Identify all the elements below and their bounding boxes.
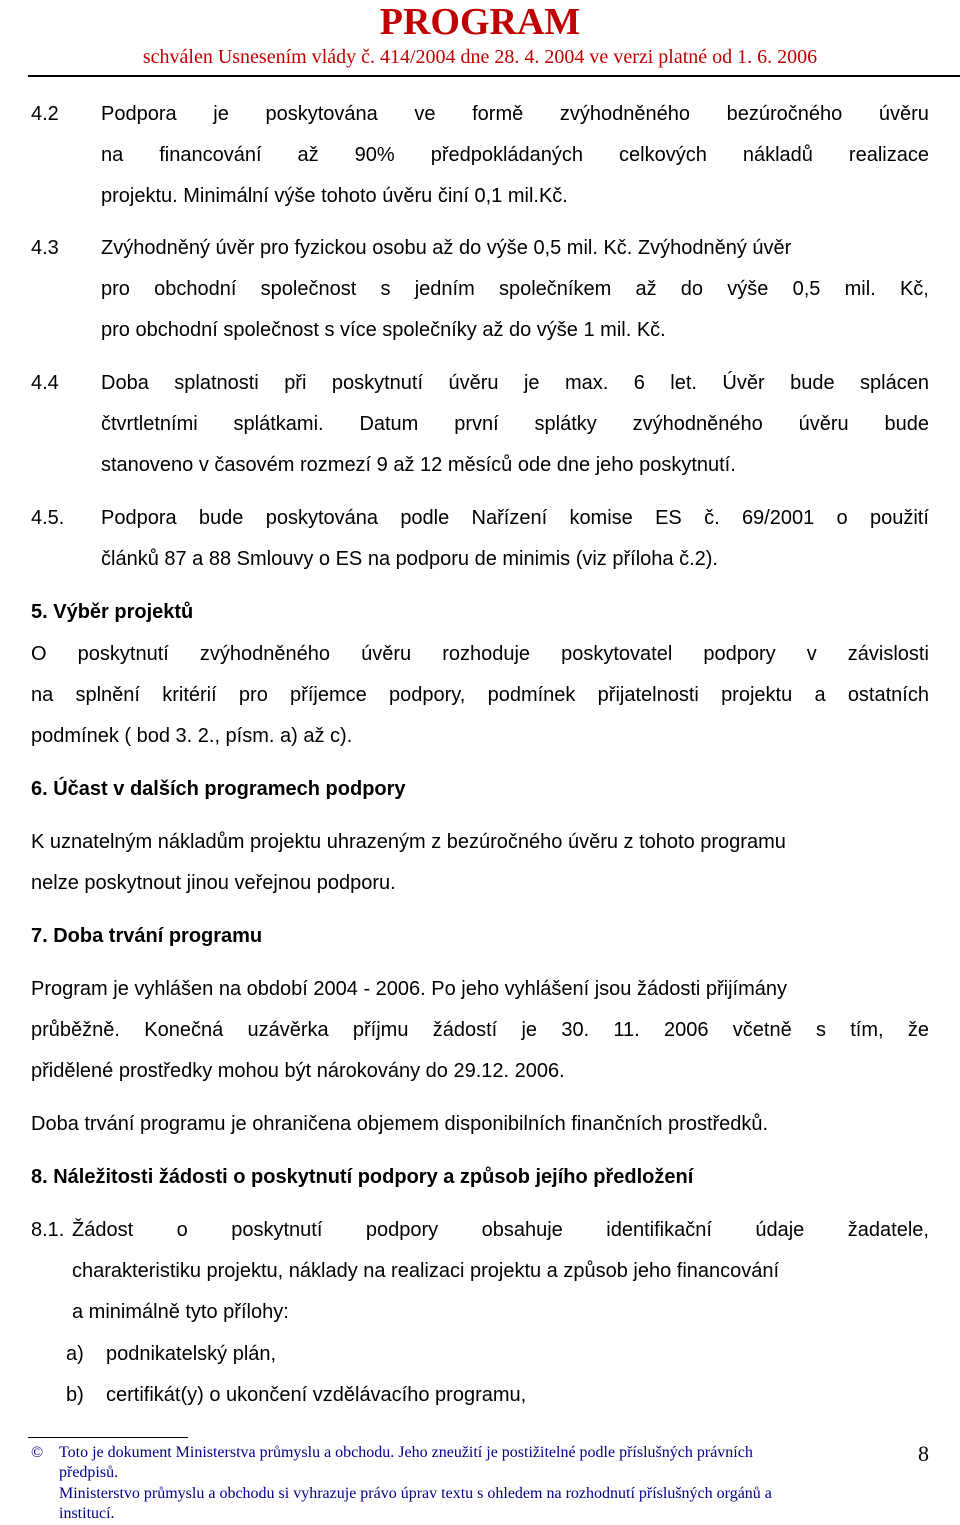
word: s (815, 1019, 826, 1041)
word: společníkem (498, 278, 612, 300)
word: splácen (860, 372, 929, 394)
word: splatnosti (174, 372, 259, 394)
word: je (523, 372, 540, 394)
word: přijatelnosti (597, 684, 699, 706)
word: financování (159, 144, 262, 166)
header-divider (28, 75, 960, 77)
word: formě (472, 103, 524, 125)
word: splnění (75, 684, 140, 706)
word: Doba (101, 372, 149, 394)
word: uzávěrka (247, 1019, 329, 1041)
word: pro (238, 684, 268, 706)
word: bude (790, 372, 835, 394)
word: Nařízení (471, 507, 548, 529)
copyright-symbol: © (31, 1444, 44, 1461)
word: při (284, 372, 307, 394)
word: společnost (260, 278, 357, 300)
word: až (297, 144, 319, 166)
paragraph-number: 4.5. (31, 507, 65, 529)
section-heading: 8. Náležitosti žádosti o poskytnutí podpory a způsob jejího předložení (31, 1166, 694, 1188)
word: poskytována (265, 103, 378, 125)
word: tím, (850, 1019, 884, 1041)
word: o (836, 507, 848, 529)
word: o (176, 1219, 188, 1241)
text-line: Zvýhodněný úvěr pro fyzickou osobu až do výše 0,5 mil. Kč. Zvýhodněný úvěr (101, 237, 792, 259)
word: poskytována (265, 507, 379, 529)
word: podpory, (388, 684, 466, 706)
word: komise (569, 507, 633, 529)
text-line (31, 1016, 929, 1044)
word: ES (655, 507, 682, 529)
word: jedním (414, 278, 475, 300)
word: podmínek (487, 684, 576, 706)
list-marker: b) (66, 1384, 84, 1406)
paragraph-number: 4.4 (31, 372, 59, 394)
paragraph-number: 4.2 (31, 103, 59, 125)
word: příjemce (290, 684, 367, 706)
word: 69/2001 (741, 507, 815, 529)
word: v (806, 643, 817, 665)
word: poskytnutí (77, 643, 169, 665)
word: ostatních (847, 684, 929, 706)
word: až (635, 278, 657, 300)
word: mil. (844, 278, 876, 300)
word: Konečná (144, 1019, 224, 1041)
list-item: podnikatelský plán, (106, 1343, 277, 1365)
footer-divider (28, 1437, 188, 1438)
word: na (101, 144, 124, 166)
word: použití (869, 507, 929, 529)
word: poskytnutí (231, 1219, 323, 1241)
page-number: 8 (918, 1441, 929, 1466)
word: pro (101, 278, 130, 300)
text-line (101, 504, 929, 532)
word: bude (198, 507, 244, 529)
word: na (31, 684, 54, 706)
footer-line: Ministerstvo průmyslu a obchodu si vyhrazuje právo úprav textu s ohledem na rozhodnutí příslušných orgánů a (59, 1485, 772, 1502)
word: projektu (721, 684, 793, 706)
word: 6 (633, 372, 645, 394)
section-heading: 6. Účast v dalších programech podpory (31, 778, 406, 800)
section-heading: 5. Výběr projektů (31, 601, 194, 623)
footer-line: Toto je dokument Ministerstva průmyslu a obchodu. Jeho zneužití je postižitelné podle příslušných právních (59, 1444, 753, 1461)
text-line: projektu. Minimální výše tohoto úvěru činí 0,1 mil.Kč. (101, 185, 568, 207)
text-line: charakteristiku projektu, náklady na realizaci projektu a způsob jeho financování (72, 1260, 780, 1282)
word: Datum (359, 413, 419, 435)
word: bezúročného (726, 103, 843, 125)
text-line: K uznatelným nákladům projektu uhrazeným z bezúročného úvěru z tohoto programu (31, 831, 786, 853)
word: předpokládaných (430, 144, 584, 166)
word: O (31, 643, 47, 665)
word: let. (670, 372, 697, 394)
word: žadatele, (847, 1219, 929, 1241)
text-line: přidělené prostředky mohou být nárokovány do 29.12. 2006. (31, 1060, 565, 1082)
word: Žádost (72, 1219, 134, 1241)
word: zvýhodněného (632, 413, 763, 435)
word: obsahuje (481, 1219, 563, 1241)
word: že (907, 1019, 929, 1041)
word: první (454, 413, 499, 435)
word: identifikační (606, 1219, 712, 1241)
paragraph-number: 4.3 (31, 237, 59, 259)
program-title: PROGRAM (379, 1, 581, 43)
word: poskytovatel (561, 643, 673, 665)
word: podle (400, 507, 450, 529)
text-line (31, 681, 929, 709)
footer-line: institucí. (59, 1505, 115, 1522)
text-line: a minimálně tyto přílohy: (72, 1301, 289, 1323)
text-line: článků 87 a 88 Smlouvy o ES na podporu de minimis (viz příloha č.2). (101, 548, 718, 570)
word: kritérií (162, 684, 217, 706)
word: žádostí (432, 1019, 498, 1041)
word: celkových (619, 144, 707, 166)
word: 90% (354, 144, 395, 166)
word: Podpora (101, 103, 177, 125)
word: 2006 (664, 1019, 709, 1041)
word: max. (564, 372, 609, 394)
word: zvýhodněného (199, 643, 330, 665)
word: splátkami. (233, 413, 324, 435)
word: úvěru (448, 372, 499, 394)
word: rozhoduje (442, 643, 531, 665)
text-line (101, 410, 929, 438)
word: realizace (848, 144, 929, 166)
word: 30. (561, 1019, 590, 1041)
word: Podpora (101, 507, 177, 529)
word: závislosti (847, 643, 929, 665)
list-marker: a) (66, 1343, 84, 1365)
word: zvýhodněného (559, 103, 690, 125)
word: č. (704, 507, 720, 529)
text-line: Doba trvání programu je ohraničena objemem disponibilních finančních prostředků. (31, 1113, 769, 1135)
text-line (31, 640, 929, 668)
word: čtvrtletními (101, 413, 198, 435)
word: příjmu (352, 1019, 409, 1041)
word: 0,5 (792, 278, 821, 300)
text-line: stanoveno v časovém rozmezí 9 až 12 měsíců ode dne jeho poskytnutí. (101, 454, 736, 476)
word: podpory (365, 1219, 439, 1241)
word: do (680, 278, 704, 300)
paragraph-number: 8.1. (31, 1219, 65, 1241)
word: výše (727, 278, 769, 300)
word: průběžně. (31, 1019, 120, 1041)
word: Úvěr (722, 372, 765, 394)
text-line (101, 100, 929, 128)
word: poskytnutí (331, 372, 424, 394)
word: 11. (613, 1019, 640, 1041)
text-line: Program je vyhlášen na období 2004 - 2006. Po jeho vyhlášení jsou žádosti přijímány (31, 978, 788, 1000)
word: Kč, (899, 278, 929, 300)
word: úvěru (878, 103, 929, 125)
word: nákladů (742, 144, 813, 166)
word: je (213, 103, 229, 125)
word: úvěru (798, 413, 849, 435)
word: údaje (755, 1219, 805, 1241)
text-line (101, 141, 929, 169)
word: bude (884, 413, 929, 435)
text-line: pro obchodní společnost s více společníky až do výše 1 mil. Kč. (101, 319, 666, 341)
word: splátky (534, 413, 597, 435)
text-line: podmínek ( bod 3. 2., písm. a) až c). (31, 725, 353, 747)
program-subtitle: schválen Usnesením vlády č. 414/2004 dne 28. 4. 2004 ve verzi platné od 1. 6. 2006 (142, 46, 818, 68)
text-line (72, 1216, 929, 1244)
section-heading: 7. Doba trvání programu (31, 925, 263, 947)
word: ve (414, 103, 436, 125)
text-line (101, 369, 929, 397)
word: úvěru (361, 643, 412, 665)
word: podpory (703, 643, 776, 665)
footer-line: předpisů. (59, 1464, 119, 1481)
text-line (101, 275, 929, 303)
list-item: certifikát(y) o ukončení vzdělávacího programu, (106, 1384, 527, 1406)
word: obchodní (154, 278, 237, 300)
word: a (814, 684, 826, 706)
word: včetně (732, 1019, 792, 1041)
text-line: nelze poskytnout jinou veřejnou podporu. (31, 872, 396, 894)
word: je (521, 1019, 538, 1041)
word: s (380, 278, 391, 300)
